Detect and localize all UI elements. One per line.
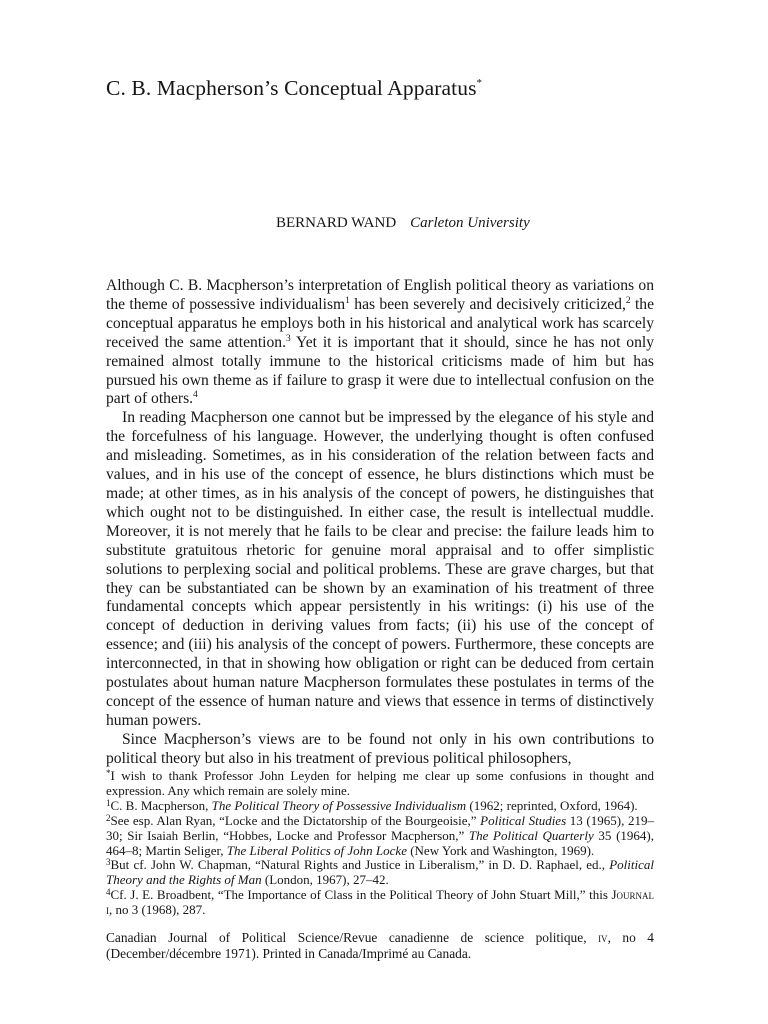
footnote-ref-3: 3 [285,333,291,344]
footnote-2 [106,814,654,859]
p1-text-d: Yet it is important that it should, since he has not only remained almost totally immune to the historical criticisms made of him but has pursued his own theme as if failure to grasp it were due to intellectual confusion on the part of others. [106,333,654,408]
footnote-3-text-b: (London, 1967), 27–42. [261,872,389,888]
article-title [106,76,706,101]
byline [276,215,616,232]
paragraph-1 [106,277,654,409]
footnote-4-text-b: , no 3 (1968), 287. [109,902,206,918]
p1-text-b: has been severely and decisively criticized, [349,295,626,313]
footnote-star-mark: * [106,768,111,778]
journal-citation [106,930,654,962]
footnote-3-book-title: Political Theory and the Rights of Man [106,857,654,888]
footnote-ref-4: 4 [193,390,198,401]
title-text: C. B. Macpherson’s Conceptual Apparatus [106,76,477,100]
footnote-2-journal-1: Political Studies [480,812,567,828]
footnote-2-mark: 2 [106,812,111,823]
footnote-1-text-a: C. B. Macpherson, [110,797,212,813]
author-affiliation: Carleton University [410,215,530,231]
footnote-1-book-title: The Political Theory of Possessive Individualism [211,797,467,813]
footnote-4-text-a: Cf. J. E. Broadbent, “The Importance of Class in the Political Theory of John Stuart Mill,” this [110,887,612,903]
footnote-star [106,769,654,799]
paragraph-3: Since Macpherson’s views are to be found not only in his own contributions to political theory but also in his treatment of previous political philosophers, [106,730,654,767]
article-body [106,277,654,769]
footnote-4-volume: i [106,902,109,918]
journal-citation-text-b: , no 4 (December/décembre 1971). Printed in Canada/Imprimé au Canada. [106,930,654,961]
footnote-1-text-b: (1962; reprinted, Oxford, 1964). [466,797,638,813]
footnote-3 [106,858,654,888]
footnote-2-text-b: 13 (1965), 219–30; Sir Isaiah Berlin, “Hobbes, Locke and Professor Macpherson,” [106,812,654,843]
footnote-2-text-a: See esp. Alan Ryan, “Locke and the Dictatorship of the Bourgeoisie,” [110,812,481,828]
p1-text-c: the conceptual apparatus he employs both in his historical and analytical work has scarcely received the same attention. [106,295,655,351]
footnote-2-journal-2: The Political Quarterly [468,827,594,843]
footnote-1-mark: 1 [106,797,111,808]
footnote-3-text-a: But cf. John W. Chapman, “Natural Rights and Justice in Liberalism,” in D. D. Raphael, ed., [110,857,610,873]
footnote-ref-2: 2 [625,295,631,306]
journal-volume: iv [598,930,608,945]
footnote-4 [106,888,654,918]
footnote-ref-1: 1 [345,295,350,306]
author-name: BERNARD WAND [276,215,397,231]
footnote-2-book-title: The Liberal Politics of John Locke [226,842,407,858]
p1-text-a: Although C. B. Macpherson’s interpretation of English political theory as variations on the theme of possessive individualism [106,277,654,313]
footnote-2-text-d: (New York and Washington, 1969). [406,842,595,858]
title-footnote-mark: * [476,77,483,89]
journal-citation-text-a: Canadian Journal of Political Science/Revue canadienne de science politique, [106,930,599,945]
footnote-4-journal: Journal [611,887,654,903]
paragraph-2: In reading Macpherson one cannot but be impressed by the elegance of his style and the forcefulness of his language. However, the underlying thought is often confused and misleading. Sometimes, as in his consideration of the relation between facts and values, and in his use of the concept of essence, he blurs distinctions which must be made; at other times, as in his analysis of the concept of powers, he distinguishes that which ought not to be distinguished. In either case, the result is intellectual muddle. Moreover, it is not merely that he fails to be clear and precise: the failure leads him to substitute gratuitous rhetoric for genuine moral appraisal and to offer simplistic solutions to perplexing social and political problems. These are grave charges, but that they can be substantiated can be shown by an examination of his treatment of three fundamental concepts which appear persistently in his writings: (i) his use of the concept of deduction in deriving values from facts; (ii) his use of the concept of essence; and (iii) his analysis of the concept of powers. Furthermore, these concepts are interconnected, in that in showing how obligation or right can be deduced from certain postulates about human nature Macpherson formulates these postulates in terms of the concept of the essence of human nature and views that essence in terms of distinctively human powers. [106,409,654,729]
footnote-1 [106,799,654,814]
footnote-4-mark: 4 [106,887,111,898]
footnotes [106,769,654,918]
footnote-2-text-c: 35 (1964), 464–8; Martin Seliger, [106,827,654,858]
footnote-3-mark: 3 [106,857,111,868]
footnote-star-text: I wish to thank Professor John Leyden for helping me clear up some confusions in thought and expression. Any which remain are solely mine. [106,768,654,798]
